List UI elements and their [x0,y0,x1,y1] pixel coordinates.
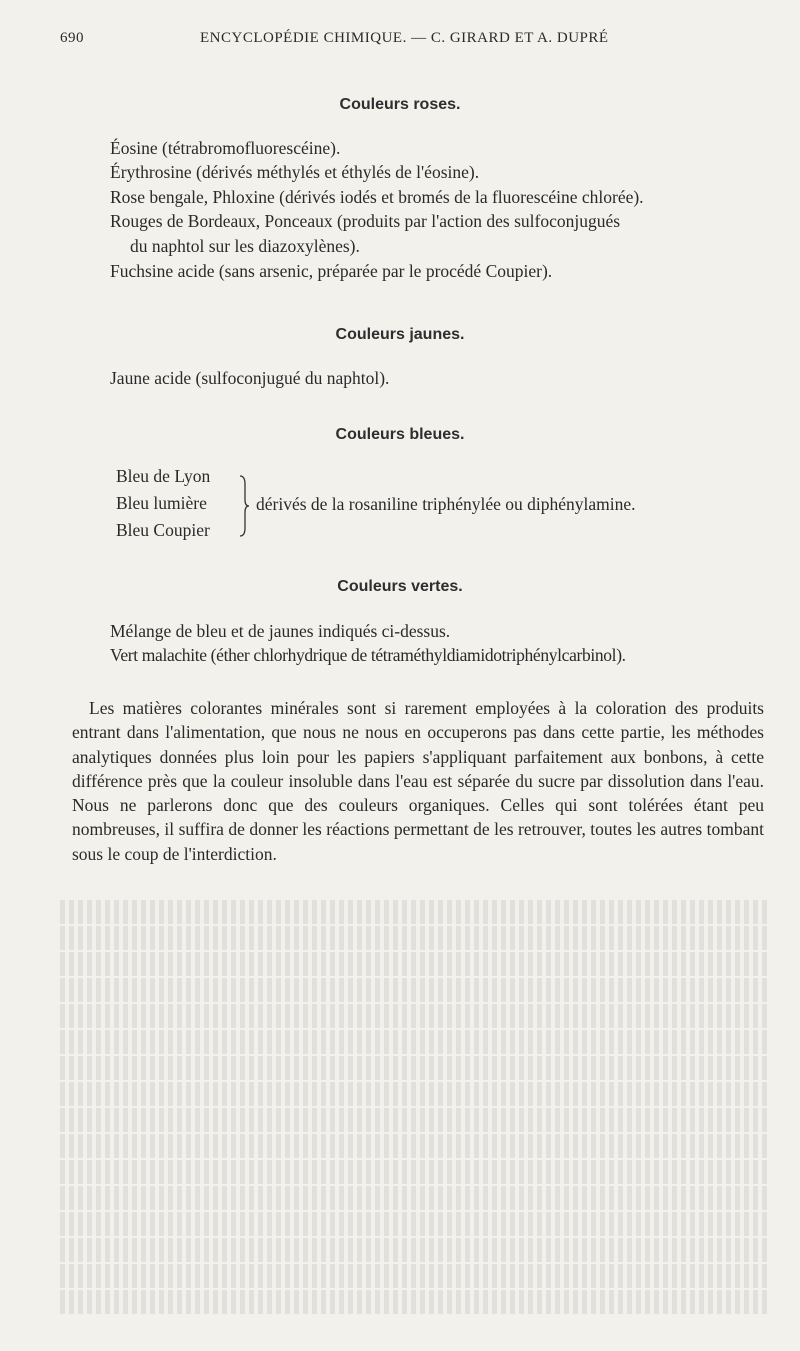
list-item: Bleu Coupier [116,520,210,540]
text-line: Rose bengale, Phloxine (dérivés iodés et bromés de la fluorescéine chlorée). [110,187,644,207]
bleed-through-texture [60,900,770,1330]
curly-brace-icon [238,474,250,538]
derivation-text: dérivés de la rosaniline triphénylée ou diphénylamine. [256,494,636,514]
list-item: Bleu lumière [116,493,207,513]
list-item: Bleu de Lyon [116,466,211,486]
text-line: Rouges de Bordeaux, Ponceaux (produits par l'action des sulfoconjugués [110,211,621,231]
text-line: Vert malachite (éther chlorhydrique de tétraméthyldiamidotriphénylcarbinol). [110,645,626,665]
text-line: du naphtol sur les diazoxylènes). [130,236,360,256]
text-line: Éosine (tétrabromofluorescéine). [110,138,341,158]
page-number: 690 [60,30,84,46]
section-title-roses: Couleurs roses. [339,96,461,113]
running-title: ENCYCLOPÉDIE CHIMIQUE. — C. GIRARD ET A. DUPRÉ [200,30,609,46]
body-paragraph: Les matières colorantes minérales sont si rarement employées à la coloration des produits entrant dans l'alimentation, que nous ne nous en occuperons pas dans cette partie, les méthodes analytiques données plus loin pour les papiers s'appliquant parfaitement aux bonbons, à cette différence près que la couleur insoluble dans l'eau est séparée du sucre par dissolution dans l'eau. Nous ne parlerons donc que des couleurs organiques. Celles qui sont tolérées étant peu nombreuses, il suffira de donner les réactions permettant de les retrouver, toutes les autres tombant sous le coup de l'interdiction. [72,698,764,864]
running-header [60,30,760,54]
blue-dye-list [116,466,210,547]
section-title-bleues: Couleurs bleues. [335,426,465,443]
text-line: Mélange de bleu et de jaunes indiqués ci-dessus. [110,621,451,641]
text-line: Jaune acide (sulfoconjugué du naphtol). [110,368,390,388]
text-line: Fuchsine acide (sans arsenic, préparée par le procédé Coupier). [110,261,553,281]
section-title-jaunes: Couleurs jaunes. [335,326,465,343]
text-line: Érythrosine (dérivés méthylés et éthylés de l'éosine). [110,162,480,182]
section-title-vertes: Couleurs vertes. [337,578,463,595]
